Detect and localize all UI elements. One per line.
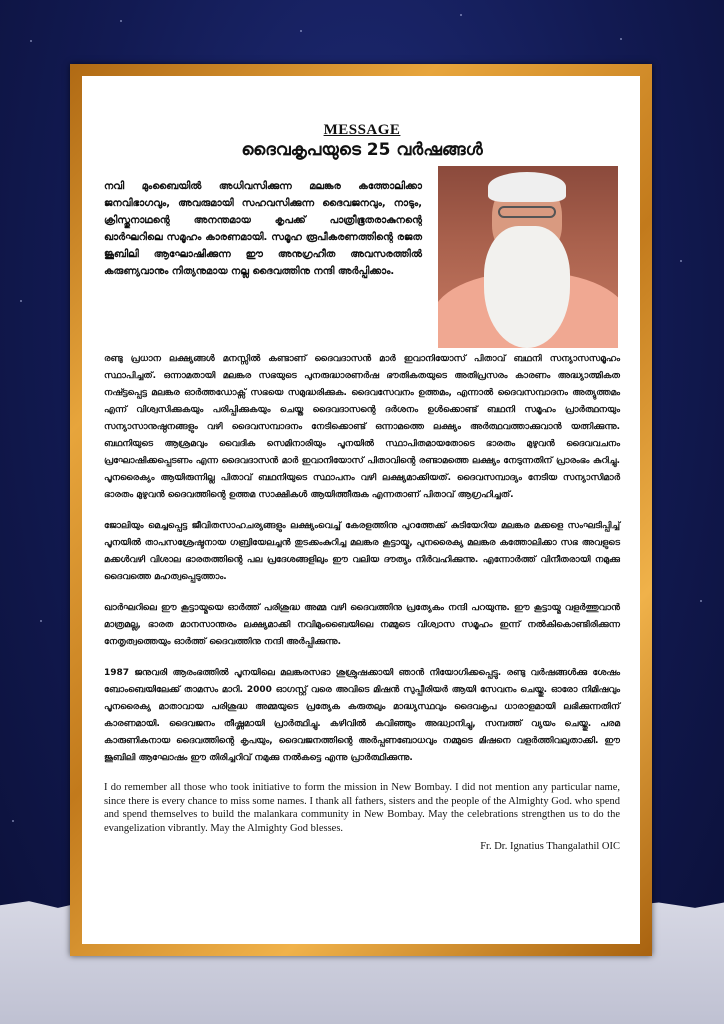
intro-section [104,178,620,344]
author-portrait [438,166,618,348]
message-subtitle: ദൈവകൃപയുടെ 25 വർഷങ്ങൾ [241,140,483,160]
signature: Fr. Dr. Ignatius Thangalathil OIC [480,841,620,852]
gold-frame [70,64,652,956]
header [104,122,620,160]
body-paragraph-4: 1987 ജനുവരി ആരംഭത്തിൽ പൂനയിലെ മലങ്കരസഭാ ശുശ്രുഷക്കായി ഞാൻ നിയോഗിക്കപ്പെട്ടു. രണ്ടു വർഷങ്ങൾക്കു ശേഷം ബോംബെയിലേക്ക് താമസം മാറി. 2000 ഓഗസ്റ്റ് വരെ അവിടെ മിഷൻ സുപ്പീരിയർ ആയി സേവനം ചെയ്തു. ഓരോ നിമിഷവും പൂനരൈക്യ മാതാവായ പരിശുദ്ധ അമ്മയുടെ പ്രത്യേക കരുതലും മാദ്ധ്യസ്ഥവും ദൈവകൃപ ധാരാളമായി ലഭിക്കുന്നതിന് കാരണമായി. ദൈവജനം തീഷ്ണമായി പ്രാർത്ഥിച്ചു. കഴിവിൽ കവിഞ്ഞും അദ്ധ്വാനിച്ചു, സമ്പത്ത് വ്യയം ചെയ്തു. പരമ കാരുണികനായ ദൈവത്തിന്റെ കൃപയും, ദൈവജനത്തിന്റെ അർപ്പണബോധവും നമ്മുടെ മിഷനെ വളർത്തിവലുതാക്കി. ഈ ജൂബിലി ആഘോഷം ഈ തിരിച്ചറിവ് നമുക്കു നൽകട്ടെ എന്നു പ്രാർത്ഥിക്കുന്നു. [104,668,620,763]
message-title: MESSAGE [323,122,401,138]
message-page [82,76,640,944]
body-paragraph-2: ജോലിയും മെച്ചപ്പെട്ട ജീവിതസാഹചര്യങ്ങളും ലക്ഷ്യംവെച്ച് കേരളത്തിനു പുറത്തേക്ക് കുടിയേറിയ മലങ്കര മക്കളെ സംഘടിപ്പിച്ച് പൂനയിൽ താപസശ്രേഷ്ടനായ ഗബ്രിയേലച്ചൻ തുടക്കംകുറിച്ച മലങ്കര കൂട്ടായ്മ, പുനരൈക്യ മലങ്കര കത്തോലിക്കാ സഭ അവളുടെ മക്കൾവഴി വിശാല ഭാരതത്തിന്റെ പല പ്രദേശങ്ങളിലും ഈ വലിയ ദൗത്യം നിർവഹിക്കുന്നു. എന്നോർത്ത് വിനീതരായി നമുക്കു ദൈവത്തെ മഹത്വപ്പെടുത്താം. [104,521,620,582]
body-paragraph-1: രണ്ടു പ്രധാന ലക്ഷ്യങ്ങൾ മനസ്സിൽ കണ്ടാണ് ദൈവദാസൻ മാർ ഇവാനിയോസ് പിതാവ് ബഥനി സന്യാസസമൂഹം സ്ഥാപിച്ചത്. ഒന്നാമതായി മലങ്കര സഭയുടെ പുനരുദ്ധാരണർഷ ഭൗതികതയുടെ അതിപ്രസരം കാരണം അദ്ധ്യാത്മികത നഷ്ട്ടപ്പെട്ട മലങ്കര ഓർത്തഡോക്സ് സഭയെ സമുദ്ധരിക്കുക. ദൈവസേവനം ഉത്തമം, എന്നാൽ ദൈവസമ്പാദനം അത്യുത്തമം എന്ന് വിശ്വസിക്കുകയും പരിപ്പിക്കുകയും ചെയ്ത ദൈവദാസന്റെ ദർശനം ഉൾക്കൊണ്ട് ബഥനി സമൂഹം പ്രാർത്ഥനയും സന്യാസാനുഷ്ഠനങ്ങളും വഴി ദൈവസമ്പാദനം നേടിക്കൊണ്ട് ഒന്നാമത്തെ ലക്ഷ്യം അർത്ഥവത്താക്കുവാൻ യത്നിക്കുന്നു. ബഥനിയുടെ ആശ്രമവും വൈദിക സെമിനാരിയും പൂനയിൽ സ്ഥാപിതമായതോടെ ഭാരതം മുഴുവൻ ദൈവവചനം പ്രഘോഷിക്കപ്പെടണം എന്ന ദൈവദാസൻ മാർ ഇവാനിയോസ് പിതാവിന്റെ രണ്ടാമത്തെ ലക്ഷ്യം നേടുന്നതിന് പ്രാരംഭം കുറിച്ചു. പൂനരൈക്യം ആയിരുന്നില്ല പിതാവ് ബഥനിയുടെ സ്ഥാപനം വഴി ലക്ഷ്യമാക്കിയത്. ദൈവസമ്പാദ്യം നേടിയ സന്യാസിമാർ ഭാരതം മുഴുവൻ ദൈവത്തിന്റെ ഉത്തമ സാക്ഷികൾ ആയിത്തീരുക എന്നതാണ് പിതാവ് ആഗ്രഹിച്ചത്. [104,354,620,500]
body-paragraph-3: ഖാർഘറിലെ ഈ കൂട്ടായ്മയെ ഓർത്ത് പരിശുദ്ധ അമ്മ വഴി ദൈവത്തിനു പ്രത്യേകം നന്ദി പറയുന്നു. ഈ കൂട്ടായ്മ വളർത്തുവാൻ മാത്രമല്ല, ഭാരത മാനസാന്തരം ലക്ഷ്യമാക്കി നവിമുംബൈയിലെ നമ്മുടെ വിശ്വാസ സമൂഹം ഇന്ന് നൽകികൊണ്ടിരിക്കുന്ന നേതൃത്വത്തെയും ഓർത്ത് ദൈവത്തിനു നന്ദി അർപ്പിക്കുന്നു. [104,603,620,647]
english-paragraph: I do remember all those who took initiative to form the mission in New Bombay. I did not mention any particular name, since there is every chance to miss some names. I thank all fathers, sisters and the people of the Almighty God. who spend and spend themselves to build the malankara community in New Bombay. May the celebrations strengthen us to do the evangelization vibrantly. May the Almighty God blesses. [104,782,620,834]
intro-paragraph: നവി മുംബൈയിൽ അധിവസിക്കുന്ന മലങ്കര കത്തോലിക്കാ ജനവിഭാഗവും, അവരുമായി സഹവസിക്കുന്ന ദൈവജനവും, നാടും, ക്രിസ്തുനാഥന്റെ അനന്തമായ കൃപക്ക് പാത്രീഭൂതരാകുനന്റെ ഖാർഘറിലെ സമൂഹം കാരണമായി. സമൂഹ രൂപീകരണത്തിന്റെ രജത ജൂബിലി ആഘോഷിക്കുന്ന ഈ അനുഗ്രഹീത അവസരത്തിൽ കരുണ്യവാനും നിത്യനുമായ നല്ല ദൈവത്തിനു നന്ദി അർപ്പിക്കാം. [104,181,422,277]
